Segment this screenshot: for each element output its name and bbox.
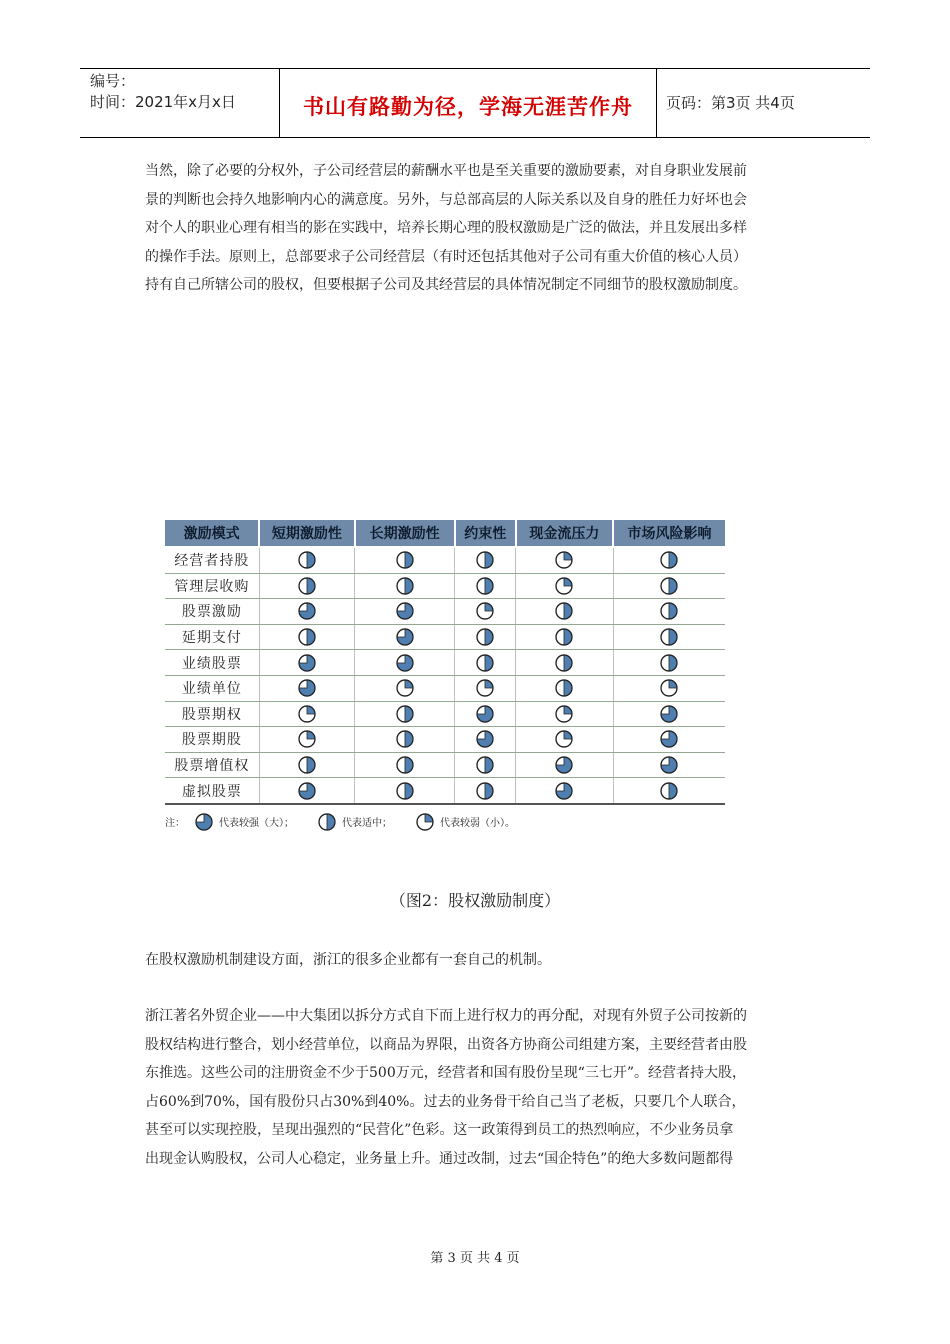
level-cell	[613, 675, 725, 701]
legend-item-medium	[308, 813, 392, 831]
large-level-icon	[396, 629, 414, 645]
column-header: 市场风险影响	[613, 520, 725, 547]
table-row	[165, 752, 725, 778]
header-page-number: 页码：第3页 共4页	[666, 94, 795, 112]
large-level-icon	[660, 757, 678, 773]
medium-level-icon	[396, 552, 414, 568]
medium-level-icon	[660, 552, 678, 568]
large-level-icon	[298, 603, 316, 619]
medium-level-icon	[476, 783, 494, 799]
level-cell	[455, 701, 516, 727]
incentive-mode-name: 业绩股票	[165, 650, 259, 676]
table-row	[165, 778, 725, 804]
level-cell	[259, 675, 354, 701]
level-cell	[259, 701, 354, 727]
level-cell	[259, 599, 354, 625]
medium-level-icon	[476, 578, 494, 594]
level-cell	[355, 752, 455, 778]
document-date: 时间：2021年x月x日	[90, 93, 236, 111]
document-number-label: 编号：	[90, 72, 136, 90]
small-level-icon	[406, 813, 440, 831]
text-line: 对个人的职业心理有相当的影在实践中，培养长期心理的股权激励是广泛的做法，并且发展出多样	[145, 220, 747, 236]
incentive-mode-name: 经营者持股	[165, 547, 259, 573]
column-header: 短期激励性	[259, 520, 354, 547]
small-level-icon	[660, 680, 678, 696]
level-cell	[613, 624, 725, 650]
level-cell	[259, 752, 354, 778]
level-cell	[613, 778, 725, 804]
level-cell	[355, 727, 455, 753]
level-cell	[259, 778, 354, 804]
level-cell	[455, 675, 516, 701]
medium-level-icon	[298, 629, 316, 645]
large-level-icon	[555, 757, 573, 773]
header-motto: 书山有路勤为径，学海无涯苦作舟	[303, 95, 633, 119]
small-level-icon	[555, 578, 573, 594]
medium-level-icon	[396, 757, 414, 773]
small-level-icon	[476, 603, 494, 619]
small-level-icon	[555, 731, 573, 747]
table-row	[165, 675, 725, 701]
level-cell	[455, 599, 516, 625]
level-cell	[355, 599, 455, 625]
level-cell	[613, 547, 725, 573]
column-header: 现金流压力	[516, 520, 613, 547]
table-row	[165, 547, 725, 573]
large-level-icon	[476, 706, 494, 722]
page-footer: 第 3 页 共 4 页	[430, 1251, 520, 1266]
level-cell	[455, 727, 516, 753]
large-level-icon	[298, 783, 316, 799]
header-motto-cell	[280, 69, 657, 137]
large-level-icon	[396, 603, 414, 619]
small-level-icon	[298, 731, 316, 747]
table-row	[165, 650, 725, 676]
text-line: 的操作手法。原则上，总部要求子公司经营层（有时还包括其他对子公司有重大价值的核心人员）	[145, 248, 747, 265]
level-cell	[355, 624, 455, 650]
level-cell	[613, 727, 725, 753]
text-line: 甚至可以实现控股，呈现出强烈的“民营化”色彩。这一政策得到员工的热烈响应，不少业务员拿	[145, 1122, 734, 1138]
text-line: 占60%到70%，国有股份只占30%到40%。过去的业务骨干给自己当了老板，只要几个人联合，	[145, 1093, 746, 1110]
incentive-figure	[165, 520, 727, 831]
column-header: 激励模式	[165, 520, 259, 547]
medium-level-icon	[476, 655, 494, 671]
table-row	[165, 624, 725, 650]
level-cell	[516, 624, 613, 650]
level-cell	[455, 778, 516, 804]
text-line: 持有自己所辖公司的股权，但要根据子公司及其经营层的具体情况制定不同细节的股权激励制度。	[145, 277, 747, 293]
paragraph-2	[145, 946, 805, 975]
level-cell	[455, 547, 516, 573]
level-cell	[259, 727, 354, 753]
level-cell	[516, 727, 613, 753]
level-cell	[259, 624, 354, 650]
table-header-row	[165, 520, 725, 547]
medium-level-icon	[660, 629, 678, 645]
incentive-mode-name: 虚拟股票	[165, 778, 259, 804]
medium-level-icon	[660, 783, 678, 799]
column-header: 长期激励性	[355, 520, 455, 547]
text-line: 东推选。这些公司的注册资金不少于500万元，经营者和国有股份呈现“三七开”。经营者持大股，	[145, 1065, 747, 1081]
medium-level-icon	[396, 578, 414, 594]
level-cell	[355, 547, 455, 573]
text-line: 当然，除了必要的分权外，子公司经营层的薪酬水平也是至关重要的激励要素，对自身职业发展前	[145, 163, 747, 179]
incentive-mode-name: 股票激励	[165, 599, 259, 625]
incentive-mode-name: 股票期股	[165, 727, 259, 753]
medium-level-icon	[298, 578, 316, 594]
table-row	[165, 727, 725, 753]
level-cell	[355, 701, 455, 727]
level-cell	[613, 573, 725, 599]
text-line: 浙江著名外贸企业——中大集团以拆分方式自下而上进行权力的再分配，对现有外贸子公司按新的	[145, 1008, 747, 1024]
figure-caption: （图2：股权激励制度）	[389, 891, 561, 910]
level-cell	[516, 573, 613, 599]
table-row	[165, 573, 725, 599]
medium-level-icon	[298, 757, 316, 773]
small-level-icon	[298, 706, 316, 722]
incentive-mode-name: 股票期权	[165, 701, 259, 727]
incentive-comparison-table	[165, 520, 725, 805]
medium-level-icon	[555, 655, 573, 671]
medium-level-icon	[396, 731, 414, 747]
medium-level-icon	[396, 783, 414, 799]
medium-level-icon	[476, 757, 494, 773]
incentive-mode-name: 股票增值权	[165, 752, 259, 778]
large-level-icon	[298, 655, 316, 671]
large-level-icon	[185, 813, 219, 831]
large-level-icon	[660, 731, 678, 747]
text-line: 在股权激励机制建设方面，浙江的很多企业都有一套自己的机制。	[145, 952, 551, 968]
level-cell	[455, 650, 516, 676]
medium-level-icon	[555, 680, 573, 696]
medium-level-icon	[298, 552, 316, 568]
level-cell	[259, 573, 354, 599]
small-level-icon	[555, 706, 573, 722]
header-meta	[80, 69, 280, 137]
level-cell	[355, 573, 455, 599]
legend-prefix: 注：	[165, 818, 185, 830]
level-cell	[516, 599, 613, 625]
incentive-mode-name: 业绩单位	[165, 675, 259, 701]
medium-level-icon	[396, 706, 414, 722]
table-body	[165, 547, 725, 804]
level-cell	[516, 778, 613, 804]
medium-level-icon	[660, 578, 678, 594]
table-row	[165, 701, 725, 727]
medium-level-icon	[476, 552, 494, 568]
large-level-icon	[298, 680, 316, 696]
legend-label: 代表较强（大）；	[219, 818, 294, 830]
level-cell	[516, 650, 613, 676]
level-cell	[613, 650, 725, 676]
small-level-icon	[476, 680, 494, 696]
text-line: 景的判断也会持久地影响内心的满意度。另外，与总部高层的人际关系以及自身的胜任力好坏也会	[145, 191, 747, 208]
medium-level-icon	[555, 629, 573, 645]
page-header	[80, 68, 870, 138]
level-cell	[355, 650, 455, 676]
legend-label: 代表较弱（小）。	[440, 818, 515, 830]
medium-level-icon	[308, 813, 342, 831]
level-cell	[613, 752, 725, 778]
text-line: 出现金认购股权，公司人心稳定，业务量上升。通过改制，过去“国企特色”的绝大多数问题都得	[145, 1150, 734, 1167]
medium-level-icon	[555, 603, 573, 619]
large-level-icon	[660, 706, 678, 722]
text-line: 股权结构进行整合，划小经营单位，以商品为界限，出资各方协商公司组建方案，主要经营者由股	[145, 1036, 747, 1053]
legend-item-small	[406, 813, 515, 831]
large-level-icon	[555, 783, 573, 799]
level-cell	[455, 624, 516, 650]
level-cell	[516, 675, 613, 701]
intro-paragraph	[145, 157, 805, 300]
level-cell	[516, 701, 613, 727]
level-cell	[516, 547, 613, 573]
level-cell	[355, 778, 455, 804]
level-cell	[355, 675, 455, 701]
legend-item-large	[185, 813, 294, 831]
table-legend	[165, 813, 727, 831]
level-cell	[259, 547, 354, 573]
level-cell	[613, 599, 725, 625]
small-level-icon	[396, 680, 414, 696]
legend-label: 代表适中；	[342, 818, 392, 830]
small-level-icon	[555, 552, 573, 568]
level-cell	[455, 752, 516, 778]
medium-level-icon	[660, 603, 678, 619]
medium-level-icon	[660, 655, 678, 671]
incentive-mode-name: 延期支付	[165, 624, 259, 650]
level-cell	[259, 650, 354, 676]
level-cell	[613, 701, 725, 727]
level-cell	[455, 573, 516, 599]
paragraph-3	[145, 1002, 805, 1173]
incentive-mode-name: 管理层收购	[165, 573, 259, 599]
column-header: 约束性	[455, 520, 516, 547]
large-level-icon	[476, 731, 494, 747]
medium-level-icon	[476, 629, 494, 645]
level-cell	[516, 752, 613, 778]
large-level-icon	[396, 655, 414, 671]
table-row	[165, 599, 725, 625]
